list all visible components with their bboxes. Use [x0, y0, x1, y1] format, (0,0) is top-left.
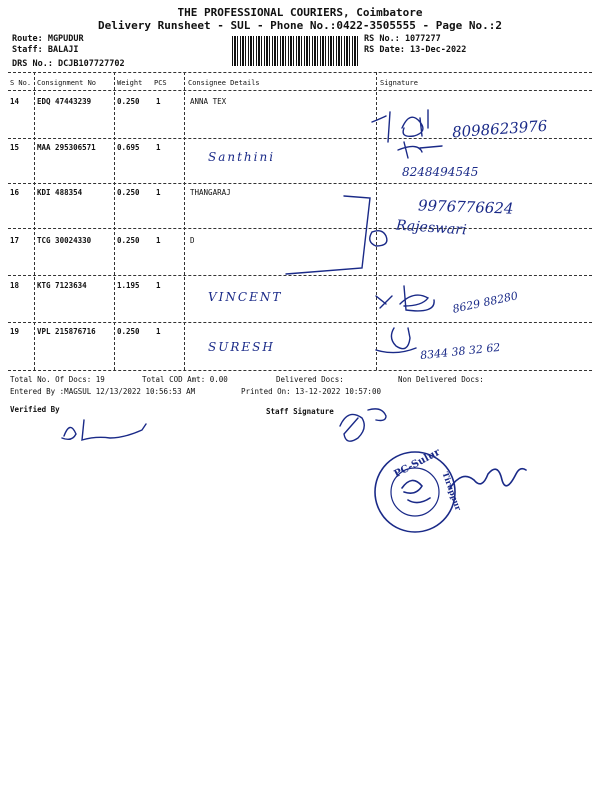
table-top-rule — [8, 72, 592, 73]
col-divider — [34, 72, 35, 370]
row-pcs: 1 — [156, 236, 161, 245]
verified-by-label: Verified By — [10, 405, 60, 414]
row-sno: 19 — [10, 327, 20, 336]
col-consignee: Consignee Details — [188, 79, 260, 87]
handwritten-consignee: Santhini — [208, 150, 276, 164]
stamp-signature — [402, 469, 526, 503]
row-sno: 14 — [10, 97, 20, 106]
verified-signature — [62, 420, 146, 440]
col-divider — [184, 72, 185, 370]
printed-on: Printed On: 13-12-2022 10:57:00 — [241, 387, 381, 396]
staff-signature-label: Staff Signature — [266, 407, 334, 416]
row-sno: 17 — [10, 236, 20, 245]
stamp-text-side: Tiruppur — [440, 470, 464, 512]
row-weight: 0.250 — [117, 188, 140, 197]
row-consignment-no: KTG 7123634 — [37, 281, 87, 290]
row-pcs: 1 — [156, 97, 161, 106]
delivered-docs: Delivered Docs: — [276, 375, 344, 384]
row-pcs: 1 — [156, 327, 161, 336]
signature-mark — [402, 110, 428, 136]
row-rule — [8, 228, 592, 229]
row-rule — [8, 183, 592, 184]
handwritten-signature-note: Rajeswari — [395, 217, 468, 239]
row-weight: 0.250 — [117, 327, 140, 336]
barcode — [232, 36, 358, 66]
entered-by: Entered By :MAGSUL 12/13/2022 10:56:53 AM — [10, 387, 196, 396]
signature-mark — [398, 142, 442, 158]
document-subtitle: Delivery Runsheet - SUL - Phone No.:0422-3505555 - Page No.:2 — [98, 19, 502, 32]
row-pcs: 1 — [156, 143, 161, 152]
rs-date: RS Date: 13-Dec-2022 — [364, 45, 467, 55]
row-rule — [8, 275, 592, 276]
row-pcs: 1 — [156, 281, 161, 290]
staff-signature — [340, 409, 386, 441]
row-weight: 0.250 — [117, 236, 140, 245]
handwritten-signature-note: 8344 38 32 62 — [419, 340, 501, 363]
signature-mark — [376, 328, 416, 353]
col-pcs: PCS — [154, 79, 167, 87]
rs-number: RS No.: 1077277 — [364, 34, 441, 44]
handwritten-consignee: SURESH — [208, 340, 275, 354]
signature-mark — [370, 231, 387, 246]
row-consignee: THANGARAJ — [190, 188, 231, 197]
drs-number: DRS No.: DCJB107727702 — [12, 59, 125, 69]
handwritten-signature-note: 9976776624 — [417, 196, 514, 218]
row-consignment-no: EDQ 47443239 — [37, 97, 92, 106]
row-weight: 1.195 — [117, 281, 140, 290]
handwritten-signature-note: 8248494545 — [402, 165, 479, 179]
document-title: THE PROFESSIONAL COURIERS, Coimbatore — [177, 6, 423, 19]
row-consignment-no: KDI 488354 — [37, 188, 83, 197]
row-rule — [8, 322, 592, 323]
row-weight: 0.250 — [117, 97, 140, 106]
row-rule — [8, 370, 592, 371]
non-delivered-docs: Non Delivered Docs: — [398, 375, 484, 384]
staff-label: Staff: BALAJI — [12, 45, 79, 55]
row-consignment-no: VPL 215876716 — [37, 327, 96, 336]
total-docs: Total No. Of Docs: 19 — [10, 375, 105, 384]
stamp-text-top: PC-Sulur — [392, 446, 443, 481]
signature-mark — [376, 286, 434, 311]
row-rule — [8, 138, 592, 139]
row-consignment-no: MAA 295306571 — [37, 143, 96, 152]
row-weight: 0.695 — [117, 143, 140, 152]
col-sno: S No. — [10, 79, 32, 87]
col-signature: Signature — [380, 79, 418, 87]
row-sno: 15 — [10, 143, 20, 152]
handwritten-signature-note: 8629 88280 — [451, 289, 520, 316]
col-divider — [376, 72, 377, 370]
row-consignee: D — [190, 236, 195, 245]
row-pcs: 1 — [156, 188, 161, 197]
row-consignment-no: TCG 30024330 — [37, 236, 92, 245]
col-divider — [114, 72, 115, 370]
row-consignee: ANNA TEX — [190, 97, 227, 106]
col-consignment: Consignment No — [37, 79, 97, 87]
row-sno: 16 — [10, 188, 20, 197]
row-sno: 18 — [10, 281, 20, 290]
signature-mark — [286, 196, 370, 274]
route-label: Route: MGPUDUR — [12, 34, 84, 44]
col-weight: Weight — [117, 79, 143, 87]
total-cod: Total COD Amt: 0.00 — [142, 375, 228, 384]
table-header-rule — [8, 90, 592, 91]
handwritten-consignee: VINCENT — [208, 290, 283, 304]
handwritten-signature-note: 8098623976 — [451, 116, 548, 142]
